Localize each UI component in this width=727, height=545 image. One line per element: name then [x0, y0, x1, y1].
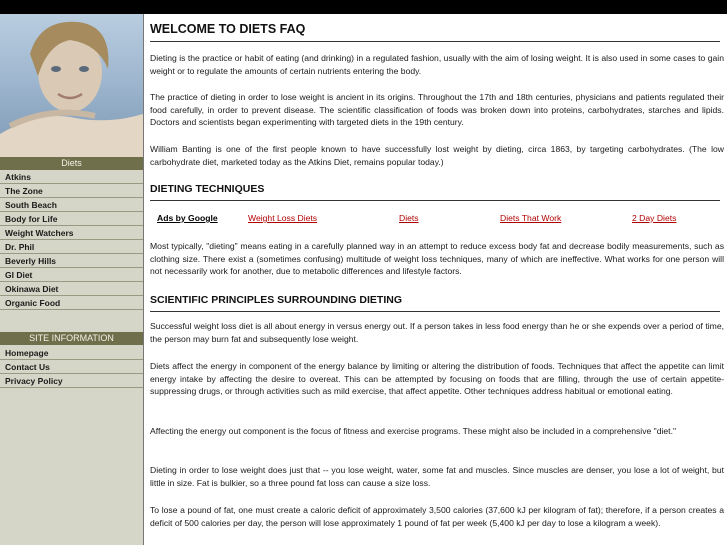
sidebar-item-body-for-life[interactable]: Body for Life	[0, 212, 143, 226]
ad-link-diets-that-work[interactable]: Diets That Work	[500, 213, 562, 223]
sidebar-item-south-beach[interactable]: South Beach	[0, 198, 143, 212]
sidebar-item-atkins[interactable]: Atkins	[0, 170, 143, 184]
sidebar-item-contact-us[interactable]: Contact Us	[0, 360, 143, 374]
sidebar-item-weight-watchers[interactable]: Weight Watchers	[0, 226, 143, 240]
main-content	[143, 14, 727, 545]
intro-paragraph-2: The practice of dieting in order to lose weight is ancient in its origins. Throughout the 17th and 18th centuries, physicians and patients regulated their food carefully, in order to prevent disease. The scientific classification of foods was broken down into proteins, carbohydrates, starches and lipids. Doctors and scientists began experimenting with targeted diets in the 19th century.	[150, 92, 724, 127]
diets-nav	[0, 170, 143, 310]
sidebar-item-homepage[interactable]: Homepage	[0, 346, 143, 360]
sidebar-item-gi-diet[interactable]: GI Diet	[0, 268, 143, 282]
techniques-paragraph: Most typically, "dieting" means eating in a carefully planned way in an attempt to reduce excess body fat and decrease bodily measurements, such as clothing size. There exist a (sometimes confusing) multitude of weight loss techniques, many of which are ineffective. What works for one person will not necessarily work for another, due to metabolic differences and lifestyle factors.	[150, 241, 724, 276]
sidebar-item-privacy-policy[interactable]: Privacy Policy	[0, 374, 143, 388]
ad-link-weight-loss-diets[interactable]: Weight Loss Diets	[248, 213, 318, 223]
site-info-section-header: SITE INFORMATION	[0, 332, 143, 345]
sidebar-item-dr-phil[interactable]: Dr. Phil	[0, 240, 143, 254]
principles-paragraph-1: Successful weight loss diet is all about energy in versus energy out. If a person takes in less food energy than he or she expends over a period of time, the person may burn fat and subsequently lose weight.	[150, 321, 724, 344]
principles-paragraph-4: Dieting in order to lose weight does just that -- you lose weight, water, some fat and muscles. Since muscles are denser, you lose a lot of weight, but little in size. Fat is bulkier, so a three pound fat loss can cause a size loss.	[150, 465, 724, 488]
sidebar-item-organic-food[interactable]: Organic Food	[0, 296, 143, 310]
sidebar-item-beverly-hills[interactable]: Beverly Hills	[0, 254, 143, 268]
principles-heading: SCIENTIFIC PRINCIPLES SURROUNDING DIETING	[150, 294, 720, 312]
sidebar	[0, 14, 143, 545]
site-info-nav	[0, 346, 143, 388]
principles-paragraph-5: To lose a pound of fat, one must create a caloric deficit of approximately 3,500 calories (37,600 kJ per kilogram of fat); therefore, if a person creates a deficit of 500 calories per day, the person will lose approximately 1 pound of fat per week (5,400 kJ per day to lose a kilogram a week).	[150, 505, 724, 528]
intro-paragraph-1: Dieting is the practice or habit of eating (and drinking) in a regulated fashion, usually with the aim of losing weight. It is also used in some cases to gain weight or to regulate the amounts of certain nutrients entering the body.	[150, 53, 724, 76]
diets-section-header: Diets	[0, 157, 143, 170]
google-ads-bar	[150, 213, 724, 225]
intro-paragraph-3: William Banting is one of the first people known to have successfully lost weight by dieting, circa 1863, by targeting carbohydrates. (The low carbohydrate diet, marketed today as the Atkins Diet, remains popular today.)	[150, 144, 724, 167]
sidebar-item-the-zone[interactable]: The Zone	[0, 184, 143, 198]
sidebar-item-okinawa-diet[interactable]: Okinawa Diet	[0, 282, 143, 296]
techniques-heading: DIETING TECHNIQUES	[150, 183, 720, 201]
page-title: WELCOME TO DIETS FAQ	[150, 22, 720, 42]
principles-paragraph-2: Diets affect the energy in component of the energy balance by limiting or altering the distribution of foods. Techniques that affect the appetite can limit energy intake by affecting the desire to overeat. This can be attempted by focusing on foods that are filling, through the use of certain appetite-suppressing drugs, or through activities such as mild exercise, that affect appetite. Other techniques address habitual or emotional eating.	[150, 361, 724, 396]
ad-link-2-day-diets[interactable]: 2 Day Diets	[632, 213, 677, 223]
ads-by-google-label[interactable]: Ads by Google	[157, 213, 218, 223]
top-bar	[0, 0, 727, 14]
ad-link-diets[interactable]: Diets	[399, 213, 419, 223]
woman-photo-illustration	[0, 14, 143, 157]
header-photo	[0, 14, 143, 157]
principles-paragraph-3: Affecting the energy out component is the focus of fitness and exercise programs. These might also be included in a comprehensive "diet."	[150, 426, 677, 436]
